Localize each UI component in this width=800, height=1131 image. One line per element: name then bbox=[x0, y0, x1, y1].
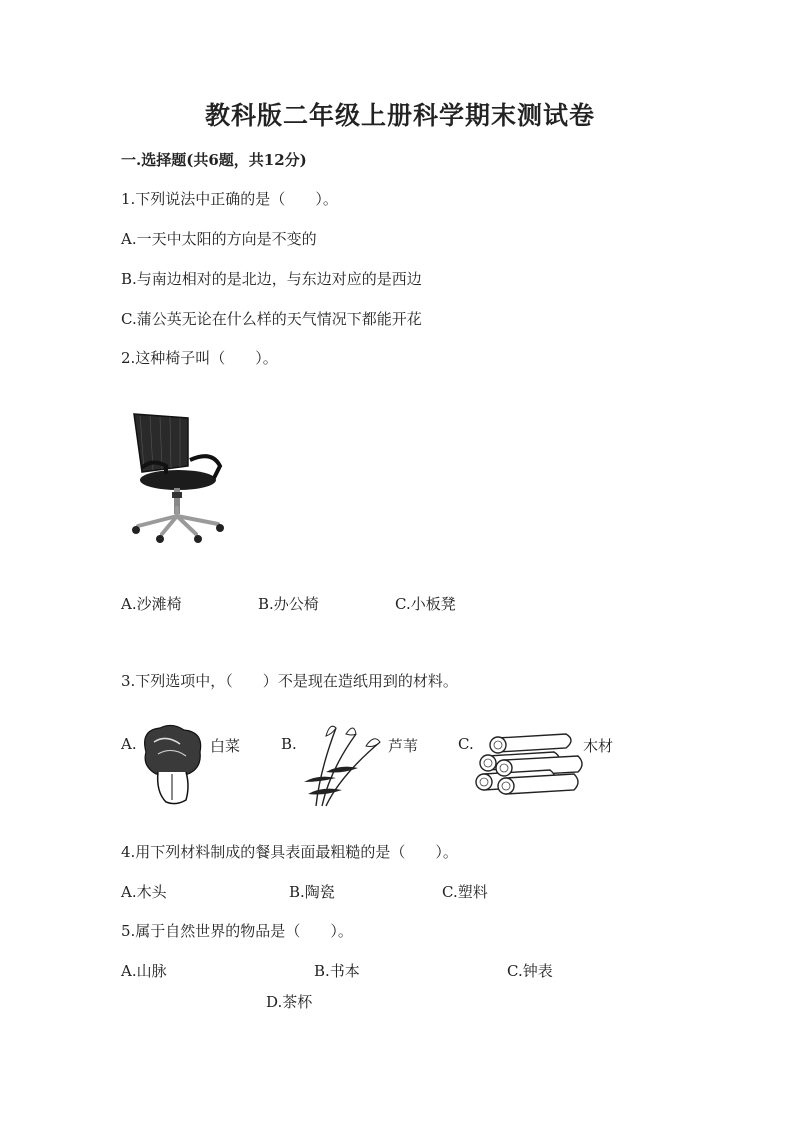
question-4-option-c: C.塑料 bbox=[442, 883, 488, 901]
question-3-option-b-label: 芦苇 bbox=[388, 737, 419, 755]
question-3-option-a-label: 白菜 bbox=[210, 737, 241, 755]
question-5-option-a: A.山脉 bbox=[121, 962, 167, 980]
document-title: 教科版二年级上册科学期末测试卷 bbox=[204, 101, 595, 130]
question-3-option-a-letter: A. bbox=[121, 735, 137, 753]
question-3-option-c-letter: C. bbox=[458, 735, 474, 753]
question-2-option-c: C.小板凳 bbox=[395, 595, 456, 613]
question-1-option-b: B.与南边相对的是北边，与东边对应的是西边 bbox=[121, 270, 422, 288]
question-5-option-b: B.书本 bbox=[314, 962, 360, 980]
question-5-option-c: C.钟表 bbox=[507, 962, 553, 980]
question-1-option-c: C.蒲公英无论在什么样的天气情况下都能开花 bbox=[121, 310, 422, 328]
question-1-stem: 1.下列说法中正确的是（ ）。 bbox=[121, 190, 338, 208]
section-heading: 一.选择题(共6题，共12分) bbox=[121, 151, 307, 169]
cabbage-image bbox=[136, 722, 208, 808]
question-5-option-d: D.茶杯 bbox=[266, 993, 313, 1011]
logs-image bbox=[474, 730, 586, 802]
question-3-option-c-label: 木材 bbox=[583, 737, 614, 755]
office-chair-image bbox=[122, 408, 232, 548]
question-2-option-a: A.沙滩椅 bbox=[121, 595, 182, 613]
question-5-stem: 5.属于自然世界的物品是（ ）。 bbox=[121, 922, 353, 940]
question-3-stem: 3.下列选项中，（ ）不是现在造纸用到的材料。 bbox=[121, 672, 458, 690]
question-4-option-b: B.陶瓷 bbox=[289, 883, 335, 901]
question-2-stem: 2.这种椅子叫（ ）。 bbox=[121, 349, 278, 367]
question-4-option-a: A.木头 bbox=[121, 883, 167, 901]
reeds-image bbox=[296, 720, 386, 808]
question-2-option-b: B.办公椅 bbox=[258, 595, 319, 613]
question-1-option-a: A.一天中太阳的方向是不变的 bbox=[121, 230, 317, 248]
question-4-stem: 4.用下列材料制成的餐具表面最粗糙的是（ ）。 bbox=[121, 843, 458, 861]
question-3-option-b-letter: B. bbox=[281, 735, 297, 753]
